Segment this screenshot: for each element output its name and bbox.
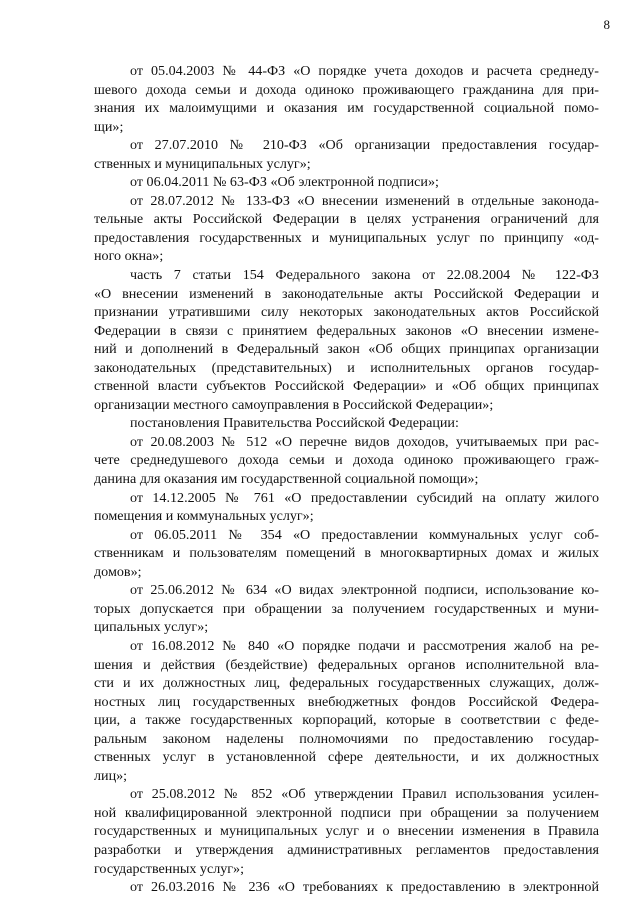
text-line: государственных услуг»; <box>94 860 245 877</box>
text-line: ной квалифицированной электронной подписи при обращении за получением <box>94 804 599 821</box>
text-line: ностных лиц государственных внебюджетных фондов Российской Федера- <box>94 693 599 710</box>
text-line: организации местного самоуправления в Российской Федерации»; <box>94 396 494 413</box>
text-line: ципальных услуг»; <box>94 619 209 636</box>
text-line: от 14.12.2005 № 761 «О предоставлении субсидий на оплату жилого <box>130 489 599 506</box>
text-line: признании утратившими силу некоторых законодательных актов Российской <box>94 304 599 321</box>
text-line: от 25.08.2012 № 852 «Об утверждении Правил использования усилен- <box>130 786 599 803</box>
text-line: от 16.08.2012 № 840 «О порядке подачи и рассмотрения жалоб на ре- <box>130 637 599 654</box>
body-text <box>94 62 599 897</box>
text-line: ственной власти субъектов Российской Федерации» и «Об общих принципах <box>94 378 599 395</box>
text-line: ственных и муниципальных услуг»; <box>94 155 311 172</box>
text-line: от 06.04.2011 № 63-ФЗ «Об электронной подписи»; <box>130 174 439 191</box>
text-line: разработки и утверждения административных регламентов предоставления <box>94 841 599 858</box>
text-line: часть 7 статьи 154 Федерального закона от 22.08.2004 № 122-ФЗ <box>130 267 599 284</box>
text-line: домов»; <box>94 563 142 580</box>
text-line: шевого дохода семьи и дохода одиноко проживающего гражданина для при- <box>94 81 599 98</box>
text-line: от 05.04.2003 № 44-ФЗ «О порядке учета доходов и расчета среднеду- <box>130 63 599 79</box>
text-line: торых допускается при обращении за получением государственных и муни- <box>94 600 599 617</box>
text-line: сти и их должностных лиц, федеральных государственных служащих, долж- <box>94 675 599 692</box>
text-line: ний и дополнений в Федеральный закон «Об общих принципах организации <box>94 341 599 358</box>
text-line: от 27.07.2010 № 210-ФЗ «Об организации предоставления государ- <box>130 137 599 154</box>
text-line: от 20.08.2003 № 512 «О перечне видов доходов, учитываемых при рас- <box>130 433 599 450</box>
text-line: от 25.06.2012 № 634 «О видах электронной подписи, использование ко- <box>130 582 599 599</box>
text-line: ственникам и пользователям помещений в многоквартирных домах и жилых <box>94 545 599 562</box>
text-line: Федерации в связи с принятием федеральных законов «О внесении измене- <box>94 322 599 339</box>
text-line: постановления Правительства Российской Федерации: <box>130 415 459 432</box>
text-line: ции, а также государственных корпораций, которые в соответствии с феде- <box>94 712 599 729</box>
text-line: от 06.05.2011 № 354 «О предоставлении коммунальных услуг соб- <box>130 526 599 543</box>
text-line: ральным законом наделены полномочиями по предоставлению государ- <box>94 730 599 747</box>
text-line: чете среднедушевого дохода семьи и дохода одиноко проживающего граж- <box>94 452 599 469</box>
text-line: предоставления государственных и муниципальных услуг по принципу «од- <box>94 229 599 246</box>
text-line: знания их малоимущими и оказания им государственной социальной помо- <box>94 100 599 117</box>
text-line: лиц»; <box>94 767 128 784</box>
text-line: щи»; <box>94 118 124 135</box>
text-line: тельные акты Российской Федерации в целях устранения ограничений для <box>94 211 599 228</box>
text-line: помещения и коммунальных услуг»; <box>94 508 314 525</box>
text-line: государственных и муниципальных услуг и о внесении изменения в Правила <box>94 823 599 840</box>
page-number: 8 <box>603 17 610 32</box>
text-line: ного окна»; <box>94 248 164 265</box>
text-line: законодательных (представительных) и исполнительных органов государ- <box>94 359 599 376</box>
text-line: ственных услуг в установленной сфере деятельности, и их должностных <box>94 749 599 766</box>
text-line: от 26.03.2016 № 236 «О требованиях к предоставлению в электронной <box>130 879 599 896</box>
text-line: шения и действия (бездействие) федеральных органов исполнительной вла- <box>94 656 599 673</box>
text-line: «О внесении изменений в законодательные акты Российской Федерации и <box>94 285 599 302</box>
text-line: данина для оказания им государственной социальной помощи»; <box>94 471 479 488</box>
text-line: от 28.07.2012 № 133-ФЗ «О внесении изменений в отдельные законода- <box>130 192 599 209</box>
